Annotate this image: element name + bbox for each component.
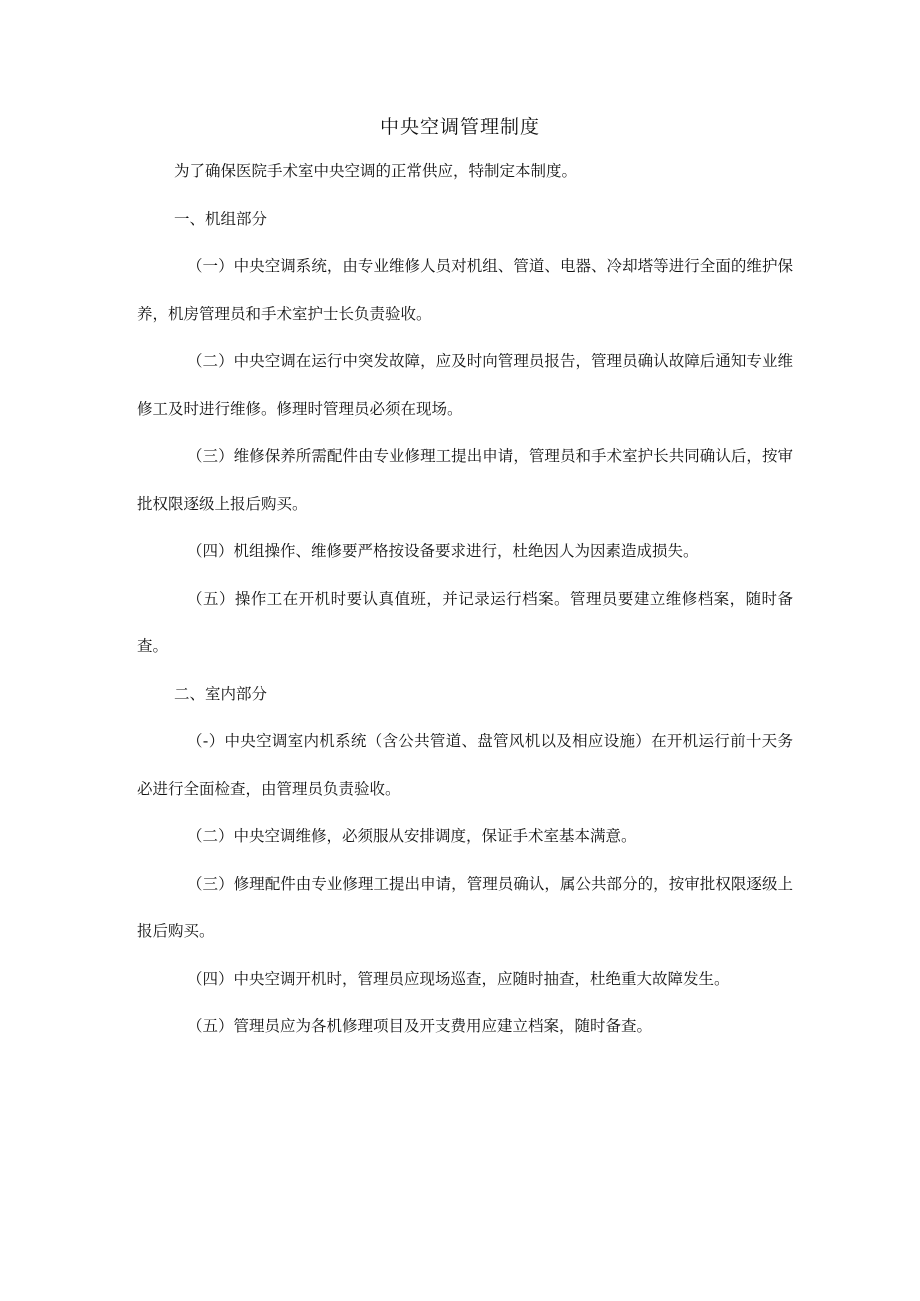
intro-paragraph: 为了确保医院手术室中央空调的正常供应，特制定本制度。	[174, 162, 578, 180]
section-1-item-4: （四）机组操作、维修要严格按设备要求进行，杜绝因人为因素造成损失。	[187, 542, 699, 560]
section-heading-2: 二、室内部分	[174, 684, 268, 703]
section-heading-1: 一、机组部分	[174, 209, 268, 228]
section-1-item-3: （三）维修保养所需配件由专业修理工提出申请，管理员和手术室护长共同确认后，按审批权限逐级上报后购买。	[137, 447, 793, 513]
section-2-item-1: （-）中央空调室内机系统（含公共管道、盘管风机以及相应设施）在开机运行前十天务必进行全面检查，由管理员负责验收。	[137, 732, 793, 798]
section-2-item-4: （四）中央空调开机时，管理员应现场巡查，应随时抽查，杜绝重大故障发生。	[187, 969, 730, 988]
section-2-item-2: （二）中央空调维修，必须服从安排调度，保证手术室基本满意。	[187, 827, 637, 845]
document-title: 中央空调管理制度	[379, 116, 540, 138]
section-2-item-3: （三）修理配件由专业修理工提出申请，管理员确认，属公共部分的，按审批权限逐级上报后购买。	[137, 874, 793, 940]
document-body	[137, 148, 793, 1051]
section-1-item-1: （一）中央空调系统，由专业维修人员对机组、管道、电器、冷却塔等进行全面的维护保养，机房管理员和手术室护士长负责验收。	[137, 257, 793, 323]
section-1-item-5: （五）操作工在开机时要认真值班，并记录运行档案。管理员要建立维修档案，随时备查。	[137, 589, 793, 655]
section-2-item-5: （五）管理员应为各机修理项目及开支费用应建立档案，随时备查。	[187, 1017, 653, 1035]
section-1-item-2: （二）中央空调在运行中突发故障，应及时向管理员报告，管理员确认故障后通知专业维修工及时进行维修。修理时管理员必须在现场。	[137, 352, 793, 418]
